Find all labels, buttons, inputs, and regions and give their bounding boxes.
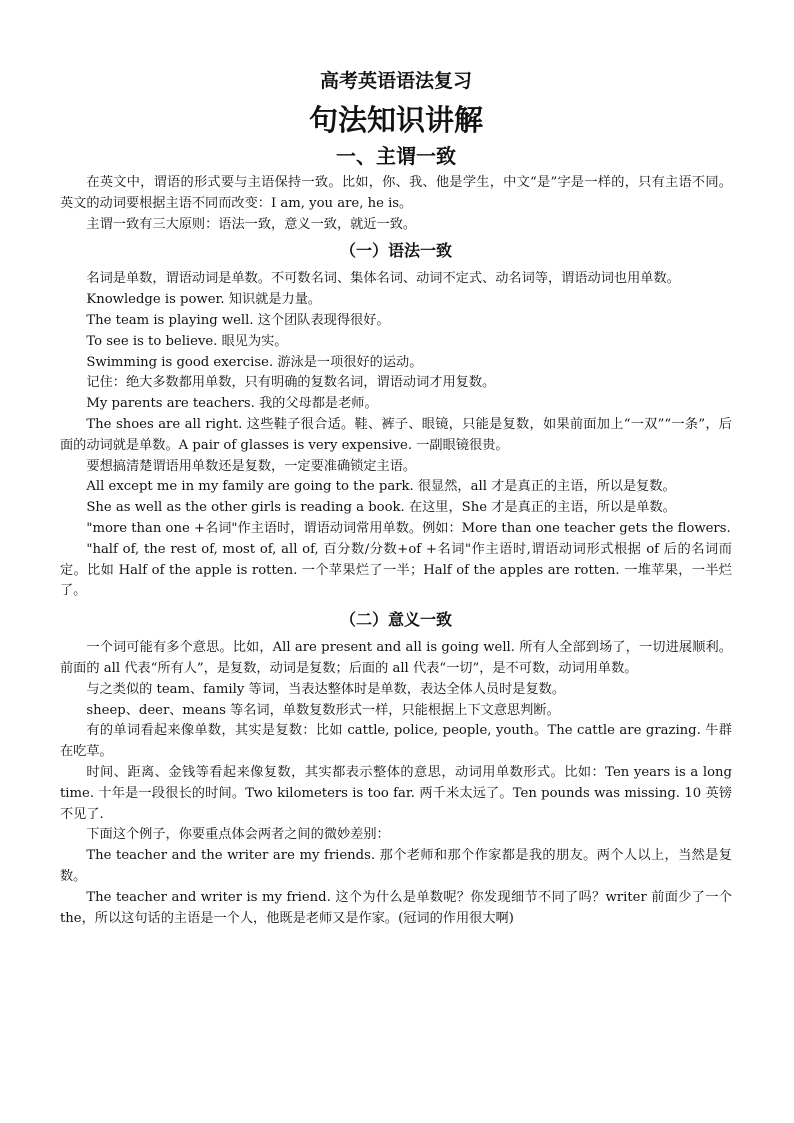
- paragraph: 与之类似的 team、family 等词，当表达整体时是单数，表达全体人员时是复数。: [86, 681, 566, 697]
- example-sentence: My parents are teachers. 我的父母都是老师。: [86, 396, 378, 412]
- document-page: [60, 64, 732, 929]
- paragraph: The teacher and the writer are my friends. 那个老师和那个作家都是我的朋友。两个人以上，当然是复数。: [60, 848, 732, 884]
- intro-paragraph: 在英文中，谓语的形式要与主语保持一致。比如，你、我、他是学生，中文“是”字是一样的，只有主语不同。英文的动词要根据主语不同而改变：I am, you are, he is。: [60, 175, 732, 211]
- example-sentence: Swimming is good exercise. 游泳是一项很好的运动。: [86, 354, 423, 370]
- section-heading-subject-verb-agreement: 一、主谓一致: [336, 144, 456, 168]
- example-sentence: The team is playing well. 这个团队表现得很好。: [86, 312, 390, 328]
- example-sentence: To see is to believe. 眼见为实。: [86, 333, 288, 349]
- intro-paragraph: 主谓一致有三大原则：语法一致，意义一致，就近一致。: [86, 216, 417, 232]
- paragraph: "more than one +名词"作主语时，谓语动词常用单数。例如：More than one teacher gets the flowers.: [86, 520, 731, 536]
- paragraph: The teacher and writer is my friend. 这个为什么是单数呢？你发现细节不同了吗？writer 前面少了一个 the，所以这句话的主语是一个人，他既是老师又是作家。(冠词的作用很大啊): [60, 889, 732, 926]
- paragraph: 要想搞清楚谓语用单数还是复数，一定要准确锁定主语。: [86, 458, 417, 474]
- subsection-heading-notional-agreement: （二）意义一致: [339, 610, 452, 630]
- paragraph: She as well as the other girls is reading a book. 在这里，She 才是真正的主语，所以是单数。: [86, 500, 676, 516]
- subsection-heading-grammatical-agreement: （一）语法一致: [339, 241, 452, 261]
- paragraph: 有的单词看起来像单数，其实是复数：比如 cattle, police, people, youth。The cattle are grazing. 牛群在吃草。: [60, 723, 732, 760]
- paragraph: 时间、距离、金钱等看起来像复数，其实都表示整体的意思，动词用单数形式。比如：Ten years is a long time. 十年是一段很长的时间。Two kilometers is too far. 两千米太远了。Ten pounds was missing. 10 英镑不见了.: [60, 764, 732, 822]
- paragraph: The shoes are all right. 这些鞋子很合适。鞋、裤子、眼镜，只能是复数，如果前面加上“一双”“一条”，后面的动词就是单数。A pair of glasses is very expensive. 一副眼镜很贵。: [60, 416, 732, 453]
- paragraph: 一个词可能有多个意思。比如，All are present and all is going well. 所有人全部到场了，一切进展顺利。前面的 all 代表“所有人”，是复数，动词是复数；后面的 all 代表“一切”，是不可数，动词用单数。: [60, 640, 732, 676]
- paragraph: 下面这个例子，你要重点体会两者之间的微妙差别：: [86, 827, 390, 843]
- paragraph: 记住：绝大多数都用单数，只有明确的复数名词，谓语动词才用复数。: [86, 375, 496, 391]
- example-sentence: Knowledge is power. 知识就是力量。: [86, 292, 322, 308]
- paragraph: All except me in my family are going to the park. 很显然，all 才是真正的主语，所以是复数。: [86, 479, 676, 495]
- paragraph: 名词是单数，谓语动词是单数。不可数名词、集体名词、动词不定式、动名词等，谓语动词也用单数。: [86, 271, 680, 287]
- paragraph: "half of, the rest of, most of, all of, 百分数/分数+of +名词"作主语时,谓语动词形式根据 of 后的名词而定。比如 Half of the apple is rotten. 一个苹果烂了一半；Half of the apples are rotten. 一堆苹果，一半烂了。: [60, 541, 732, 599]
- document-subject-title: 高考英语语法复习: [319, 70, 472, 92]
- document-main-title: 句法知识讲解: [308, 103, 483, 137]
- paragraph: sheep、deer、means 等名词，单数复数形式一样，只能根据上下文意思判断。: [86, 702, 560, 718]
